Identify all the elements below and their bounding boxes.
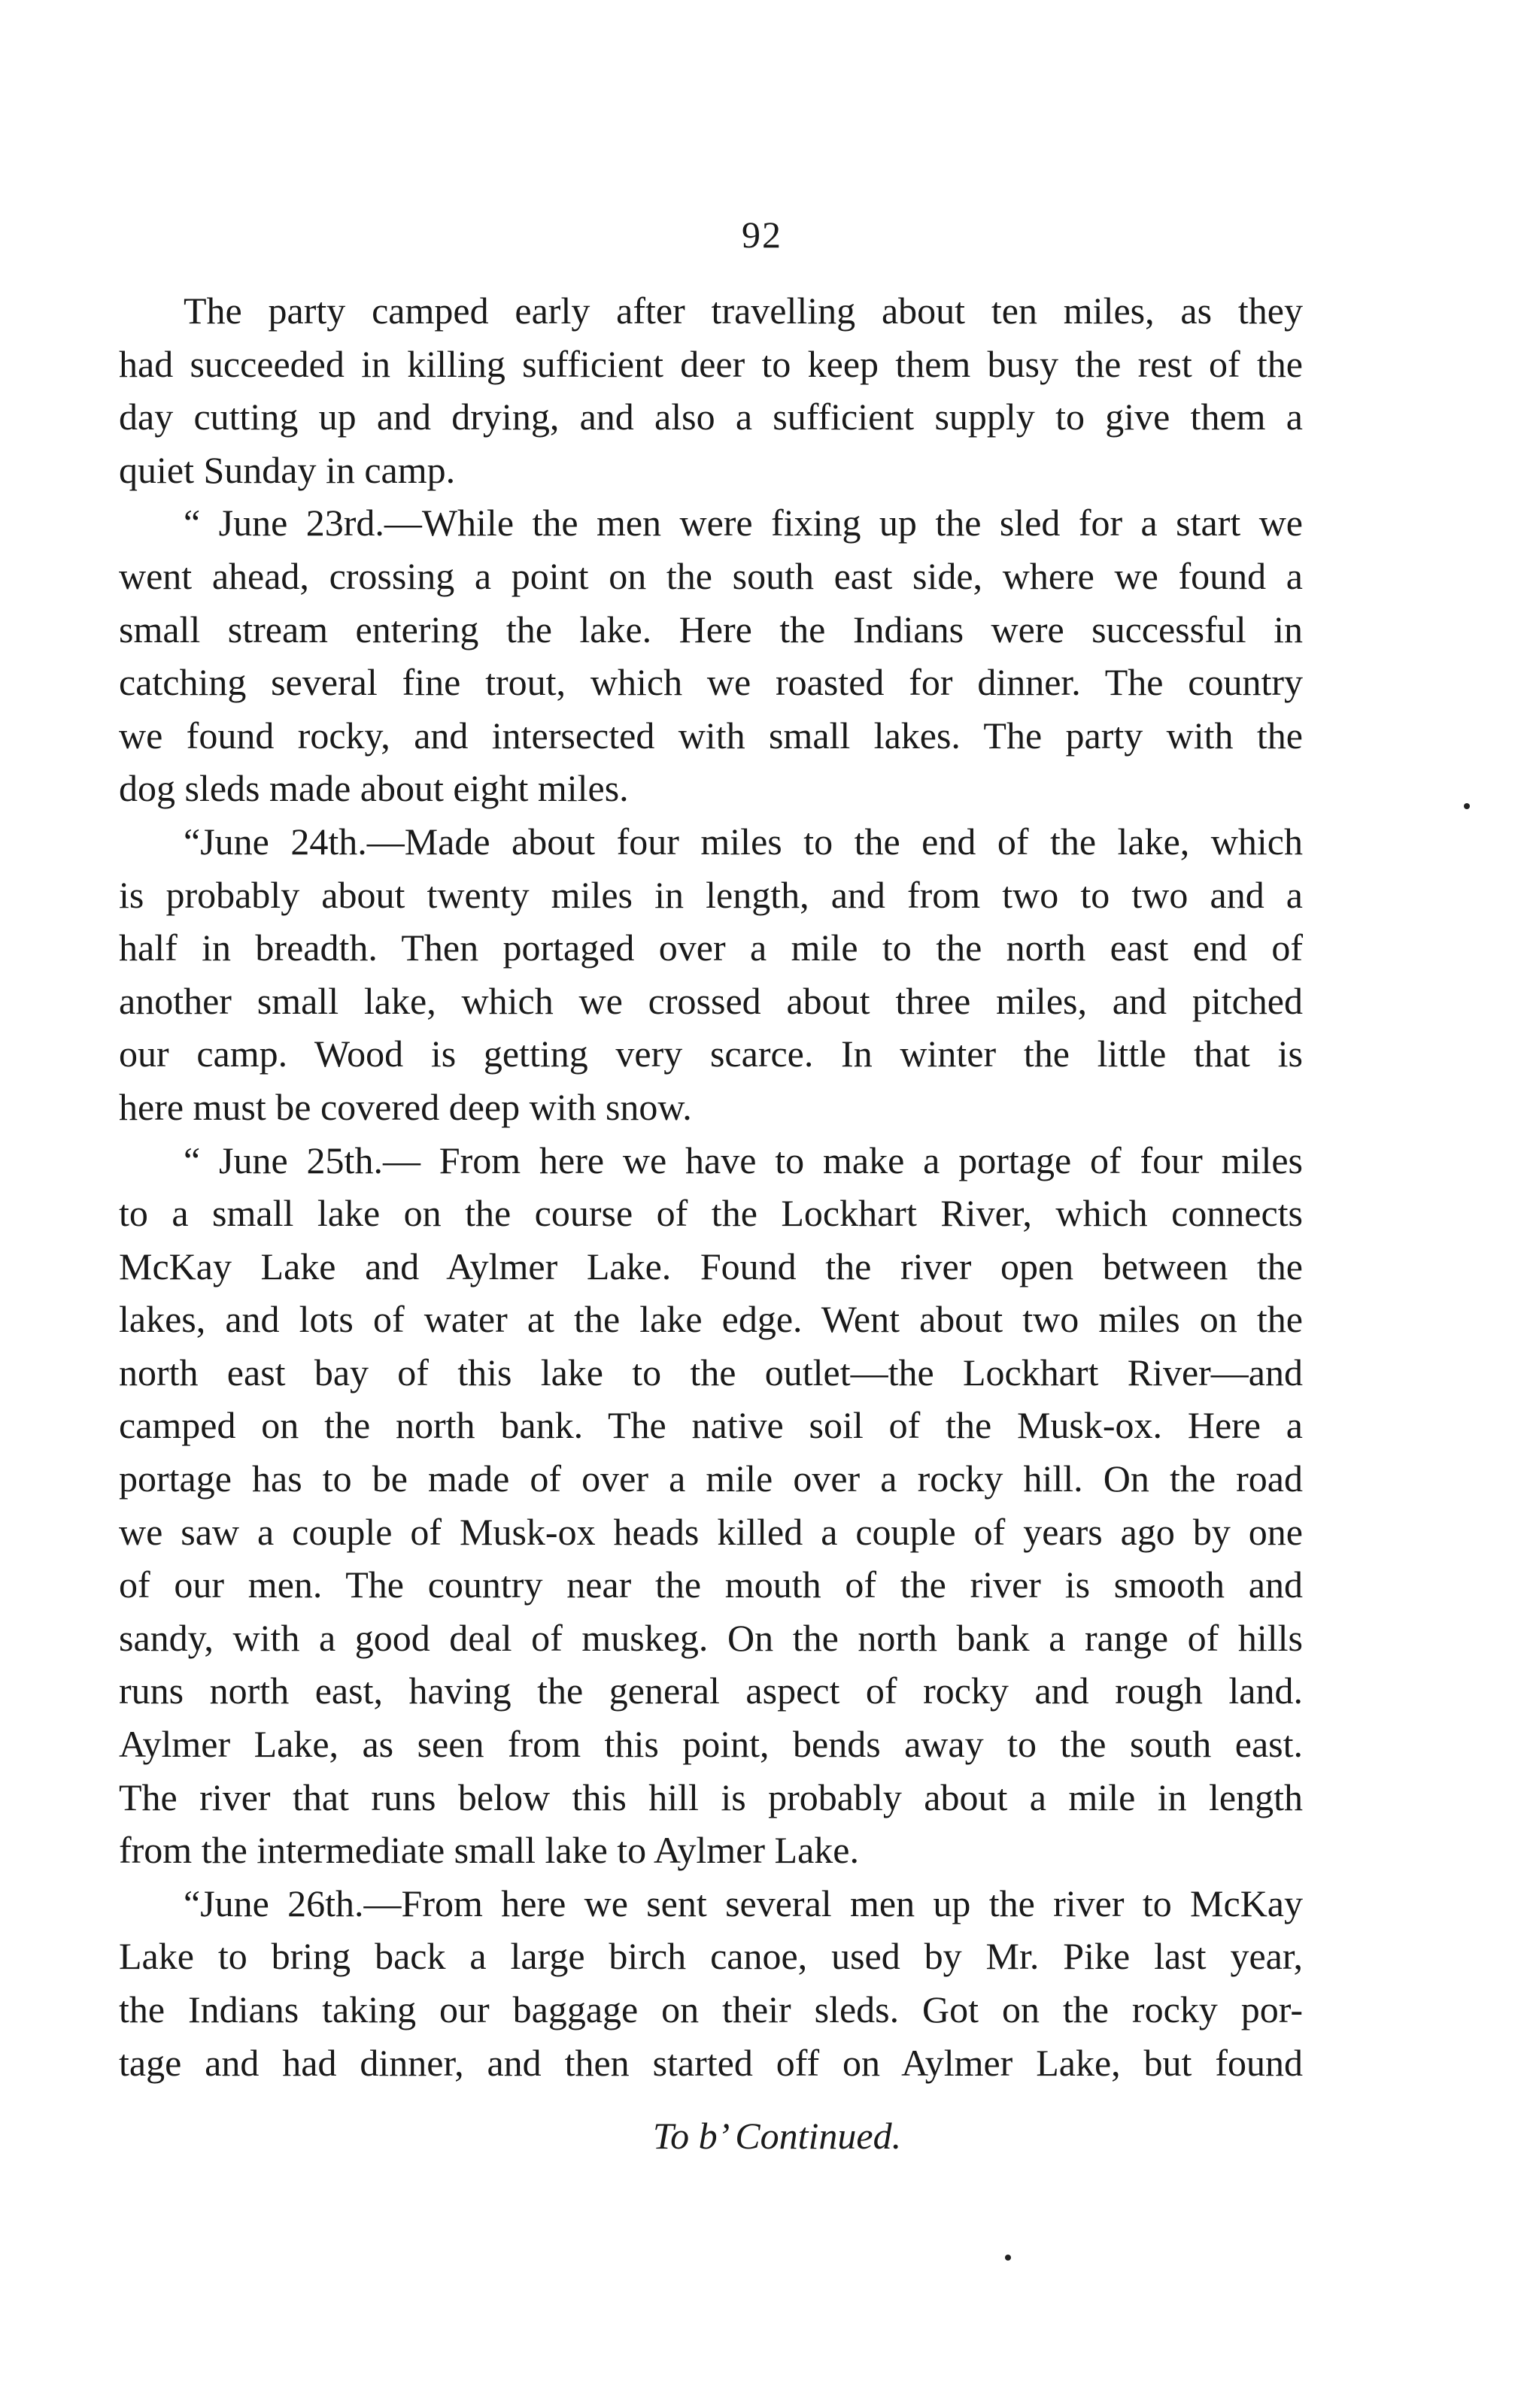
paragraph <box>119 815 1303 1134</box>
continued-note: To b’ Continued. <box>652 2115 902 2157</box>
text-line: catching several fine trout, which we roasted for dinner. The country <box>119 661 1303 704</box>
paragraph <box>119 496 1303 815</box>
text-line: portage has to be made of over a mile over a rocky hill. On the road <box>119 1457 1303 1500</box>
text-line: “June 26th.—From here we sent several men up the river to McKay <box>184 1882 1303 1924</box>
text-line: is probably about twenty miles in length, and from two to two and a <box>119 873 1303 916</box>
text-line: camped on the north bank. The native soil of the Musk-ox. Here a <box>119 1404 1303 1447</box>
text-line: of our men. The country near the mouth of the river is smooth and <box>119 1563 1303 1606</box>
ink-speck <box>1005 2255 1011 2261</box>
text-line: McKay Lake and Aylmer Lake. Found the river open between the <box>119 1245 1303 1287</box>
text-line: had succeeded in killing sufficient deer to keep them busy the rest of the <box>119 342 1303 385</box>
text-line: we found rocky, and intersected with small lakes. The party with the <box>119 714 1303 757</box>
body-text <box>119 284 1303 2089</box>
text-line: “ June 25th.— From here we have to make a portage of four miles <box>184 1139 1303 1181</box>
text-line: The river that runs below this hill is probably about a mile in length <box>119 1776 1303 1818</box>
text-line: The party camped early after travelling about ten miles, as they <box>184 290 1303 332</box>
text-line: our camp. Wood is getting very scarce. In winter the little that is <box>119 1033 1303 1075</box>
text-line: here must be covered deep with snow. <box>119 1085 692 1128</box>
text-line: quiet Sunday in camp. <box>119 448 456 491</box>
text-line: the Indians taking our baggage on their sleds. Got on the rocky por- <box>119 1988 1303 2030</box>
text-line: went ahead, crossing a point on the south east side, where we found a <box>119 554 1303 597</box>
text-line: from the intermediate small lake to Aylmer Lake. <box>119 1829 859 1872</box>
paragraph <box>119 1877 1303 2089</box>
paragraph <box>119 284 1303 496</box>
text-line: sandy, with a good deal of muskeg. On the north bank a range of hills <box>119 1616 1303 1659</box>
text-line: Aylmer Lake, as seen from this point, bends away to the south east. <box>119 1723 1303 1766</box>
text-line: runs north east, having the general aspect of rocky and rough land. <box>119 1670 1303 1712</box>
text-line: Lake to bring back a large birch canoe, used by Mr. Pike last year, <box>119 1935 1303 1978</box>
text-line: another small lake, which we crossed about three miles, and pitched <box>119 979 1303 1022</box>
text-line: to a small lake on the course of the Lockhart River, which connects <box>119 1192 1303 1235</box>
text-line: “ June 23rd.—While the men were fixing up the sled for a start we <box>184 502 1303 544</box>
text-line: “June 24th.—Made about four miles to the end of the lake, which <box>184 820 1303 863</box>
text-line: small stream entering the lake. Here the Indians were successful in <box>119 608 1303 651</box>
text-line: half in breadth. Then portaged over a mile to the north east end of <box>119 927 1303 969</box>
text-line: day cutting up and drying, and also a sufficient supply to give them a <box>119 396 1303 438</box>
text-line: tage and had dinner, and then started off on Aylmer Lake, but found <box>119 2041 1303 2084</box>
paragraph <box>119 1134 1303 1877</box>
text-line: lakes, and lots of water at the lake edge. Went about two miles on the <box>119 1298 1303 1341</box>
text-line: we saw a couple of Musk-ox heads killed a couple of years ago by one <box>119 1510 1303 1553</box>
ink-speck <box>1464 803 1470 809</box>
page-number: 92 <box>742 214 782 256</box>
text-line: north east bay of this lake to the outlet—the Lockhart River—and <box>119 1351 1303 1394</box>
text-line: dog sleds made about eight miles. <box>119 767 629 810</box>
